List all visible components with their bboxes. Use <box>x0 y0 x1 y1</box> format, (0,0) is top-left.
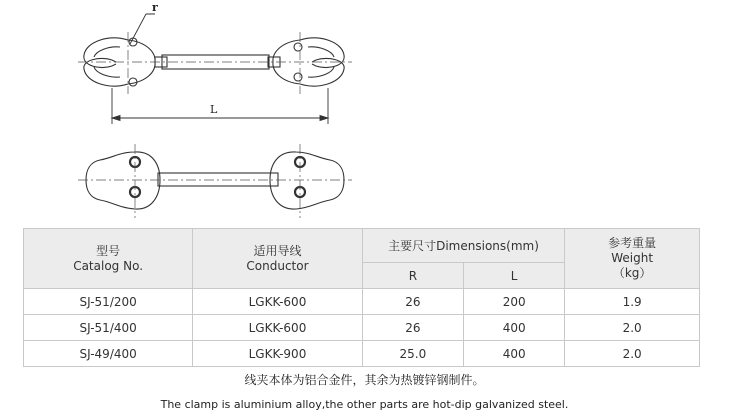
note-chinese: 线夹本体为铝合金件，其余为热镀锌钢制件。 <box>244 373 485 387</box>
header-catalog: 型号 Catalog No. <box>24 229 193 289</box>
cell-l: 400 <box>464 341 565 367</box>
header-l: L <box>464 263 565 289</box>
cell-catalog: SJ-49/400 <box>24 341 193 367</box>
note-english: The clamp is aluminium alloy,the other parts are hot-dip galvanized steel. <box>160 398 569 411</box>
dimension-l <box>112 88 328 124</box>
header-r: R <box>362 263 463 289</box>
header-dimensions: 主要尺寸Dimensions(mm) <box>362 229 565 263</box>
cell-l: 200 <box>464 289 565 315</box>
r-label: r <box>152 1 158 14</box>
cell-weight: 2.0 <box>565 315 700 341</box>
cell-conductor: LGKK-600 <box>193 289 362 315</box>
l-label: L <box>210 103 218 116</box>
cell-r: 25.0 <box>362 341 463 367</box>
cell-l: 400 <box>464 315 565 341</box>
side-view <box>86 152 344 209</box>
cell-catalog: SJ-51/200 <box>24 289 193 315</box>
cell-conductor: LGKK-600 <box>193 315 362 341</box>
spec-table <box>23 228 700 367</box>
header-conductor: 适用导线 Conductor <box>193 229 362 289</box>
cell-weight: 2.0 <box>565 341 700 367</box>
table-row <box>24 341 700 367</box>
cell-r: 26 <box>362 315 463 341</box>
header-weight: 参考重量 Weight （kg） <box>565 229 700 289</box>
table-row <box>24 289 700 315</box>
cell-catalog: SJ-51/400 <box>24 315 193 341</box>
cell-r: 26 <box>362 289 463 315</box>
cell-conductor: LGKK-900 <box>193 341 362 367</box>
cell-weight: 1.9 <box>565 289 700 315</box>
table-row <box>24 315 700 341</box>
